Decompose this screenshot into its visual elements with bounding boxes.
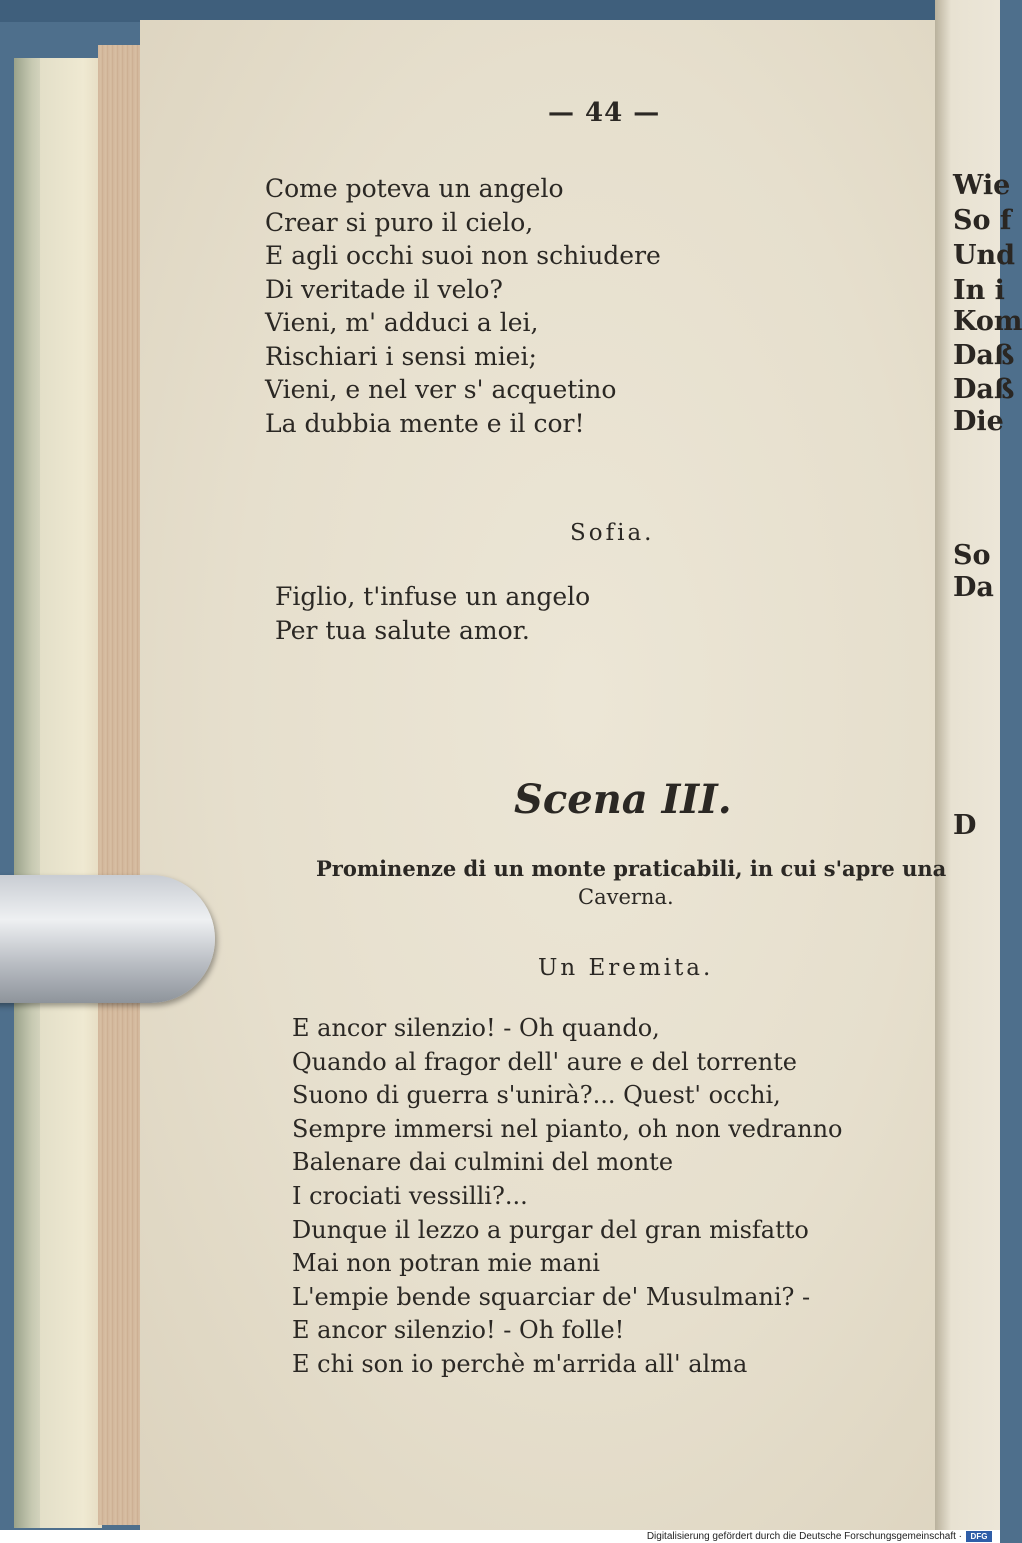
- facing-line: Daß: [953, 374, 1015, 405]
- speaker-sofia: Sofia.: [570, 520, 655, 546]
- facing-line: Und: [953, 240, 1016, 271]
- verse-line: Crear si puro il cielo,: [265, 207, 534, 237]
- verse-line: L'empie bende squarciar de' Musulmani? -: [292, 1282, 811, 1311]
- facing-line: So f: [953, 205, 1012, 236]
- dfg-logo-icon: DFG: [966, 1531, 992, 1542]
- verse-line: Mai non potran mie mani: [292, 1249, 600, 1278]
- verse-line: Per tua salute amor.: [275, 615, 530, 645]
- facing-line: D: [953, 810, 977, 841]
- verse-line: La dubbia mente e il cor!: [265, 408, 585, 438]
- verse-line: Rischiari i sensi miei;: [265, 341, 537, 371]
- facing-line: Da: [953, 572, 994, 603]
- stage-direction-line: Caverna.: [578, 885, 674, 909]
- verse-line: Suono di guerra s'unirà?... Quest' occhi,: [292, 1081, 781, 1110]
- facing-page-fragment: [935, 0, 1022, 1535]
- stage-direction-line: Prominenze di un monte praticabili, in cui s'apre una: [316, 856, 947, 881]
- verse-line: I crociati vessilli?...: [292, 1181, 528, 1210]
- facing-line: Wie: [953, 170, 1011, 201]
- verse-line: Balenare dai culmini del monte: [292, 1148, 674, 1177]
- funding-credit: Digitalisierung gefördert durch die Deutsche Forschungsgemeinschaft ·: [646, 1531, 962, 1542]
- page-stack-edge: [98, 45, 146, 1525]
- facing-line: Kom: [953, 306, 1022, 337]
- verse-line: E ancor silenzio! - Oh quando,: [292, 1014, 660, 1042]
- scan-background-top: [0, 0, 1000, 22]
- verse-line: Vieni, e nel ver s' acquetino: [265, 375, 617, 404]
- verse-line: Di veritade il velo?: [265, 274, 503, 304]
- book-board: [40, 58, 102, 1528]
- verse-line: E chi son io perchè m'arrida all' alma: [292, 1349, 748, 1378]
- page-holder-clip: [0, 875, 215, 1003]
- stanza-1: [265, 172, 661, 440]
- verse-line: Come poteva un angelo: [265, 174, 564, 203]
- facing-line: Die: [953, 406, 1004, 437]
- verse-line: Vieni, m' adduci a lei,: [265, 308, 539, 337]
- page-number: — 44 —: [548, 98, 661, 128]
- facing-line: Daß: [953, 340, 1015, 371]
- verse-line: Quando al fragor dell' aure e del torrente: [292, 1047, 797, 1076]
- verse-line: Figlio, t'infuse un angelo: [275, 582, 591, 611]
- verse-line: E agli occhi suoi non schiudere: [265, 241, 661, 270]
- verse-line: Dunque il lezzo a purgar del gran misfatto: [292, 1215, 809, 1244]
- verse-line: E ancor silenzio! - Oh folle!: [292, 1316, 625, 1345]
- verse-line: Sempre immersi nel pianto, oh non vedranno: [292, 1114, 843, 1143]
- facing-line: So: [953, 540, 991, 571]
- stanza-3: [292, 1012, 842, 1382]
- speaker-eremita: Un Eremita.: [538, 955, 714, 981]
- stage-direction: [316, 855, 946, 911]
- facing-line: In i: [953, 275, 1005, 306]
- stanza-2: [275, 580, 590, 647]
- scene-title: Scena III.: [514, 776, 732, 823]
